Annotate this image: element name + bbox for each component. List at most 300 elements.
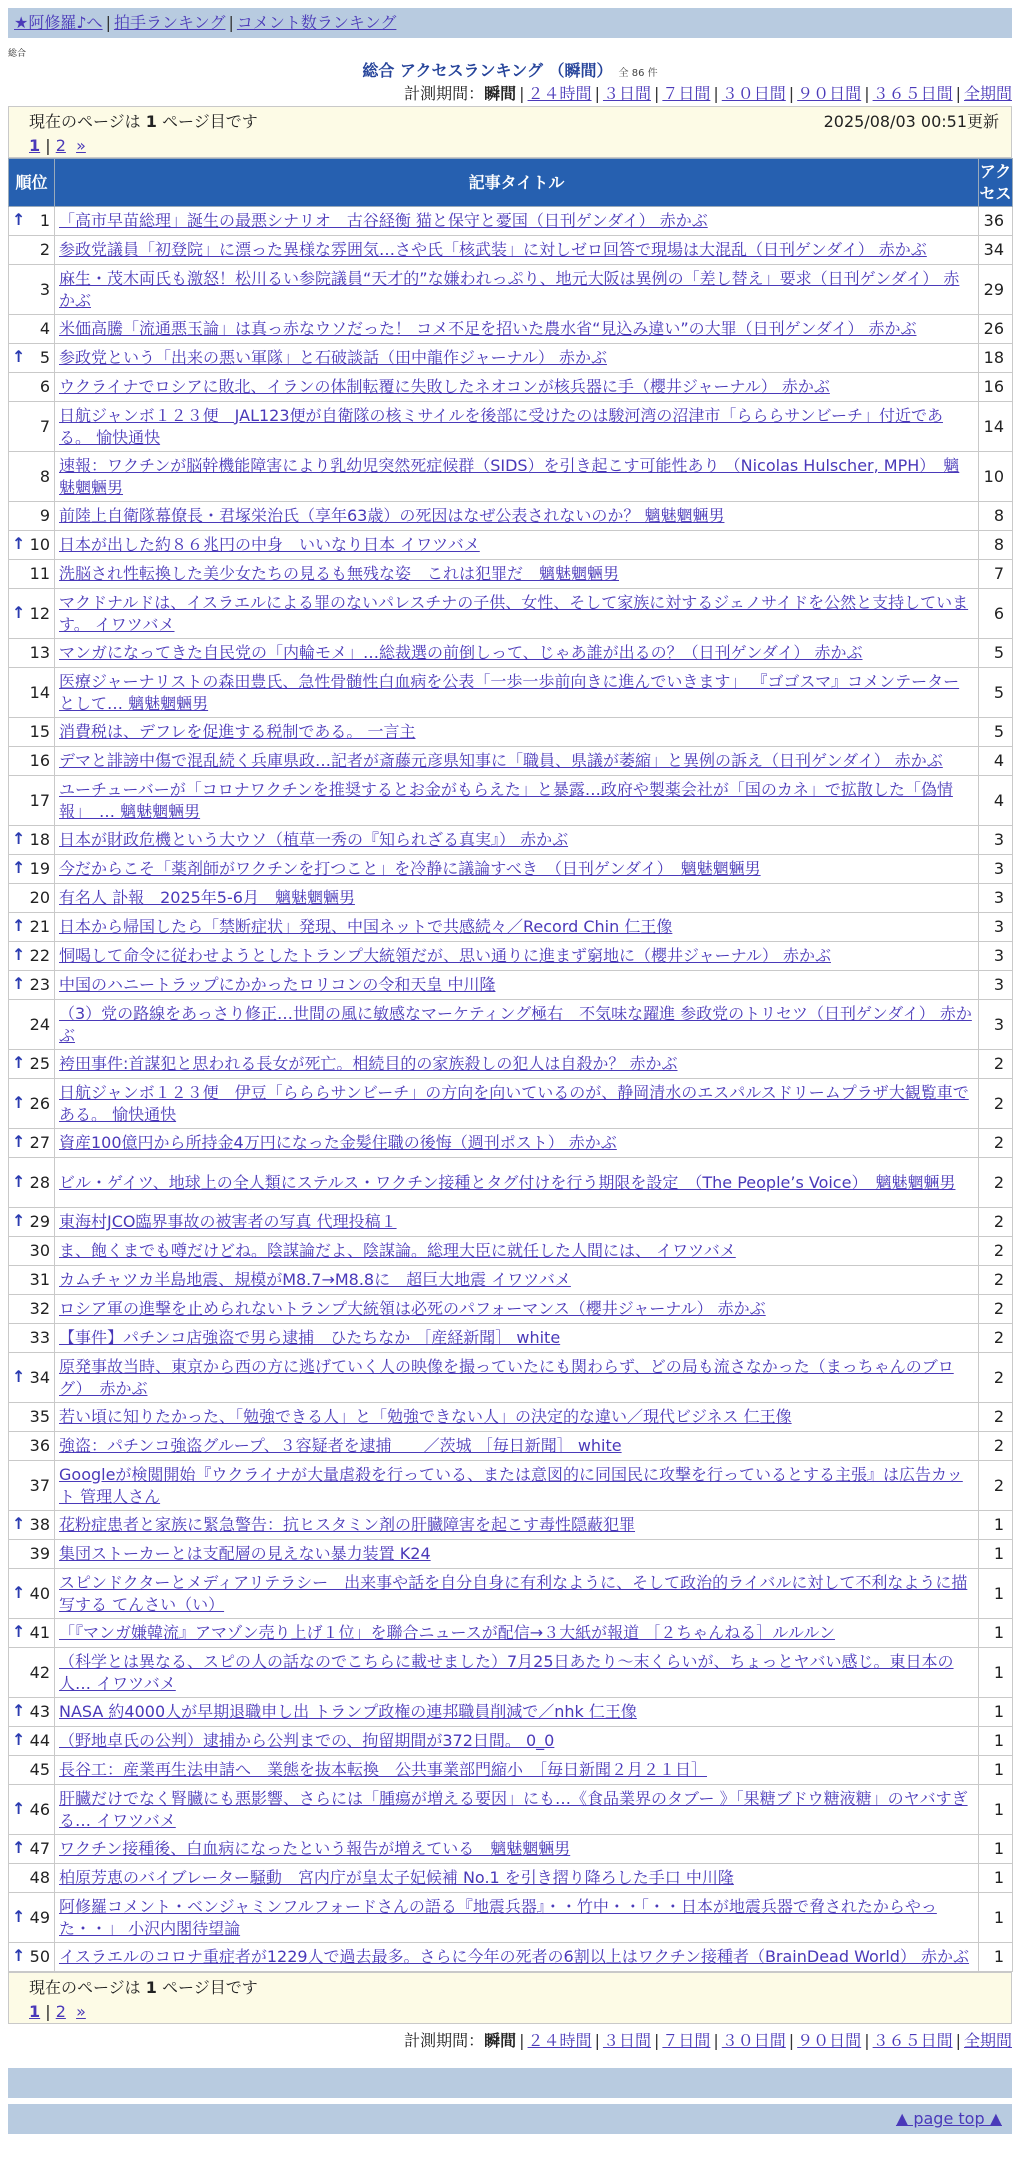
title-cell: [55, 344, 979, 373]
page-link-1[interactable]: 1: [29, 136, 41, 155]
table-row: [9, 1785, 1013, 1835]
rank-up-arrow-icon: ↑: [12, 1582, 26, 1602]
title-cell: [55, 747, 979, 776]
table-row: [9, 776, 1013, 826]
period-separator: |: [519, 84, 525, 103]
table-row: [9, 373, 1013, 402]
article-link[interactable]: 袴田事件:首謀犯と思われる長女が死亡。相続目的の家族殺しの犯人は自殺か？ 赤かぶ: [59, 1054, 678, 1073]
period-separator: |: [864, 84, 870, 103]
rank-cell: [9, 747, 55, 776]
access-count: 36: [979, 207, 1013, 236]
rank-cell: [9, 1295, 55, 1324]
clap-ranking-link[interactable]: 拍手ランキング: [113, 13, 226, 32]
rank-number: 47: [29, 1839, 50, 1858]
table-row: [9, 1893, 1013, 1943]
rank-cell: [9, 265, 55, 315]
table-row: [9, 236, 1013, 265]
page-link-1-bottom[interactable]: 1: [29, 2002, 41, 2021]
title-cell: [55, 502, 979, 531]
table-row: [9, 1050, 1013, 1079]
rank-cell: [9, 1432, 55, 1461]
title-cell: [55, 855, 979, 884]
rank-number: 5: [39, 348, 50, 367]
column-header-title: 記事タイトル: [55, 159, 979, 207]
rank-number: 3: [39, 279, 50, 299]
rank-number: 11: [29, 564, 50, 583]
access-count: 3: [979, 826, 1013, 855]
access-count: 3: [979, 1000, 1013, 1050]
article-link[interactable]: ユーチューバーが「コロナワクチンを推奨するとお金がもらえた」と暴露…政府や製薬会社が「国のカネ」で拡散した「偽情報」 … 魑魅魍魎男: [59, 779, 953, 821]
table-row: [9, 560, 1013, 589]
title-cell: [55, 1461, 979, 1511]
article-link[interactable]: ウクライナでロシアに敗北、イランの体制転覆に失敗したネオコンが核兵器に手（櫻井ジャーナル） 赤かぶ: [59, 377, 830, 396]
rank-up-arrow-icon: ↑: [12, 1366, 26, 1386]
rank-number: 21: [29, 917, 50, 936]
period-link-5[interactable]: ９０日間: [797, 84, 862, 103]
period-separator: |: [653, 84, 660, 103]
rank-cell: [9, 826, 55, 855]
rank-up-arrow-icon: ↑: [12, 1131, 26, 1151]
rank-up-arrow-icon: ↑: [12, 1906, 26, 1926]
table-row: [9, 747, 1013, 776]
rank-number: 49: [29, 1907, 50, 1927]
column-header-rank: 順位: [9, 159, 55, 207]
article-link[interactable]: Googleが検閲開始『ウクライナが大量虐殺を行っている、または意図的に同国民に攻撃を行っているとする主張』は広告カット 管理人さん: [59, 1464, 963, 1506]
period-current: 瞬間: [484, 2031, 517, 2050]
title-cell: [55, 884, 979, 913]
article-link[interactable]: 米価高騰「流通悪玉論」は真っ赤なウソだった！ コメ不足を招いた農水省“見込み違い”の大罪（日刊ゲンダイ） 赤かぶ: [59, 319, 917, 338]
rank-number: 45: [29, 1760, 50, 1779]
next-page-link[interactable]: »: [76, 136, 86, 155]
access-count: 1: [979, 1893, 1013, 1943]
article-link[interactable]: 「『マンガ嫌韓流』アマゾン売り上げ１位」を聯合ニュースが配信→３大紙が報道 ［２ちゃんねる］ルルルン: [59, 1623, 836, 1642]
period-separator: |: [788, 2031, 795, 2050]
rank-number: 48: [29, 1868, 50, 1887]
rank-up-arrow-icon: ↑: [12, 1052, 26, 1072]
category-label: 総合: [8, 49, 27, 59]
title-cell: [55, 1864, 979, 1893]
period-link-6-bottom[interactable]: ３６５日間: [872, 2031, 953, 2050]
title-cell: [55, 402, 979, 452]
access-count: 3: [979, 855, 1013, 884]
access-count: 6: [979, 589, 1013, 639]
access-count: 1: [979, 1648, 1013, 1698]
period-link-6[interactable]: ３６５日間: [872, 84, 953, 103]
article-link[interactable]: 日航ジャンボ１２３便 JAL123便が自衛隊の核ミサイルを後部に受けたのは駿河湾の沼津市「らららサンビーチ」付近である。 愉快通快: [59, 405, 943, 447]
article-link[interactable]: 有名人 訃報 2025年5-6月 魑魅魍魎男: [59, 888, 355, 907]
title-cell: [55, 531, 979, 560]
access-count: 1: [979, 1698, 1013, 1727]
title-cell: [55, 1237, 979, 1266]
rank-cell: [9, 1569, 55, 1619]
rank-up-arrow-icon: ↑: [12, 1513, 26, 1533]
access-count: 5: [979, 668, 1013, 718]
page-title: [8, 60, 1012, 82]
rank-up-arrow-icon: ↑: [12, 533, 26, 553]
rank-cell: [9, 315, 55, 344]
table-row: [9, 1158, 1013, 1208]
title-cell: [55, 1756, 979, 1785]
article-link[interactable]: スピンドクターとメディアリテラシー 出来事や話を自分自身に有利なように、そして政治的ライバルに対して不利なように描写する てんさい（い）: [59, 1572, 968, 1614]
period-separator: |: [713, 84, 719, 103]
access-count: 2: [979, 1403, 1013, 1432]
access-count: 3: [979, 971, 1013, 1000]
rank-number: 33: [29, 1328, 50, 1347]
article-link[interactable]: マンガになってきた自民党の「内輪モメ」…総裁選の前倒しって、じゃあ誰が出るの？（日刊ゲンダイ） 赤かぶ: [59, 643, 863, 662]
article-link[interactable]: 恫喝して命令に従わせようとしたトランプ大統領だが、思い通りに進まず窮地に（櫻井ジャーナル） 赤かぶ: [59, 946, 831, 965]
article-link[interactable]: 日航ジャンボ１２３便 伊豆「らららサンビーチ」の方向を向いているのが、静岡清水のエスパルスドリームプラザ大観覧車である。 愉快通快: [59, 1082, 969, 1124]
title-cell: [55, 1540, 979, 1569]
rank-cell: [9, 1353, 55, 1403]
access-count: 2: [979, 1432, 1013, 1461]
rank-cell: [9, 855, 55, 884]
access-count: 2: [979, 1129, 1013, 1158]
rank-cell: [9, 971, 55, 1000]
page-link-2[interactable]: 2: [55, 136, 66, 155]
rank-number: 42: [29, 1662, 50, 1682]
period-selector-bottom: [8, 2026, 1012, 2056]
access-count: 1: [979, 1864, 1013, 1893]
article-link[interactable]: イスラエルのコロナ重症者が1229人で過去最多。さらに今年の死者の6割以上はワクチン接種者（BrainDead World） 赤かぶ: [59, 1947, 970, 1966]
table-row: [9, 668, 1013, 718]
page-top-link[interactable]: ▲ page top ▲: [895, 2109, 1002, 2128]
article-link[interactable]: マクドナルドは、イスラエルによる罪のないパレスチナの子供、女性、そして家族に対するジェノサイドを公然と支持しています。 イワツバメ: [59, 592, 969, 634]
period-separator: |: [519, 2031, 525, 2050]
rank-cell: [9, 236, 55, 265]
rank-cell: [9, 1461, 55, 1511]
rank-number: 35: [29, 1407, 50, 1426]
article-link[interactable]: ワクチン接種後、白血病になったという報告が増えている 魑魅魍魎男: [59, 1839, 571, 1858]
table-row: [9, 1698, 1013, 1727]
article-link[interactable]: 柏原芳恵のバイブレーター騒動 宮内庁が皇太子妃候補 No.1 を引き摺り降ろした手口 中川隆: [59, 1868, 734, 1887]
article-link[interactable]: 肝臓だけでなく腎臓にも悪影響、さらには「腫瘍が増える要因」にも…《食品業界のタブー 》「果糖ブドウ糖液糖」のヤバすぎる… イワツバメ: [59, 1788, 968, 1830]
table-row: [9, 402, 1013, 452]
table-row: [9, 1353, 1013, 1403]
article-link[interactable]: （野地卓氏の公判）逮捕から公判までの、拘留期間が372日間。 0_0: [59, 1731, 555, 1750]
article-link[interactable]: 消費税は、デフレを促進する税制である。 一言主: [59, 722, 416, 741]
rank-up-arrow-icon: ↑: [12, 1171, 26, 1191]
access-count: 1: [979, 1943, 1013, 1972]
article-link[interactable]: 日本が出した約８６兆円の中身 いいなり日本 イワツバメ: [59, 535, 480, 554]
rank-cell: [9, 589, 55, 639]
table-row: [9, 344, 1013, 373]
access-count: 1: [979, 1835, 1013, 1864]
rank-up-arrow-icon: ↑: [12, 602, 26, 622]
table-row: [9, 265, 1013, 315]
ranking-rows: [9, 207, 1013, 1972]
table-row: [9, 1461, 1013, 1511]
article-link[interactable]: 参政党という「出来の悪い軍隊」と石破談話（田中龍作ジャーナル） 赤かぶ: [59, 348, 607, 367]
title-cell: [55, 1000, 979, 1050]
access-count: 1: [979, 1727, 1013, 1756]
rank-up-arrow-icon: ↑: [12, 1798, 26, 1818]
rank-number: 31: [29, 1270, 50, 1289]
rank-number: 32: [29, 1299, 50, 1318]
rank-up-arrow-icon: ↑: [12, 1837, 26, 1857]
rank-number: 19: [29, 859, 50, 878]
rank-number: 12: [29, 603, 50, 623]
nav-separator: |: [228, 13, 234, 32]
rank-number: 22: [29, 946, 50, 965]
period-separator: |: [653, 2031, 660, 2050]
comment-ranking-link[interactable]: コメント数ランキング: [236, 13, 397, 32]
rank-number: 16: [29, 751, 50, 770]
article-link[interactable]: 中国のハニートラップにかかったロリコンの令和天皇 中川隆: [59, 975, 496, 994]
rank-up-arrow-icon: ↑: [12, 209, 26, 229]
period-link-3[interactable]: ７日間: [662, 84, 711, 103]
rank-cell: [9, 1511, 55, 1540]
period-separator: |: [713, 2031, 719, 2050]
rank-cell: [9, 1619, 55, 1648]
table-row: [9, 1835, 1013, 1864]
period-link-4-bottom[interactable]: ３０日間: [721, 2031, 786, 2050]
table-row: [9, 971, 1013, 1000]
rank-cell: [9, 668, 55, 718]
article-link[interactable]: 若い頃に知りたかった、「勉強できる人」と「勉強できない人」の決定的な違い／現代ビジネス 仁王像: [59, 1407, 792, 1426]
access-count: 26: [979, 315, 1013, 344]
article-link[interactable]: 強盗：パチンコ強盗グループ、３容疑者を逮捕 ／茨城 ［毎日新聞］ white: [59, 1436, 622, 1455]
rank-number: 7: [39, 416, 50, 436]
table-row: [9, 718, 1013, 747]
next-page-link-bottom[interactable]: »: [76, 2002, 86, 2021]
rank-number: 2: [39, 240, 50, 259]
title-cell: [55, 1324, 979, 1353]
article-link[interactable]: ロシア軍の進撃を止められないトランプ大統領は必死のパフォーマンス（櫻井ジャーナル） 赤かぶ: [59, 1299, 766, 1318]
rank-cell: [9, 1785, 55, 1835]
article-link[interactable]: 阿修羅コメント・ベンジャミンフルフォードさんの語る『地震兵器』・・竹中・・「・・日本が地震兵器で脅されたからやった・・」 小沢内閣待望論: [59, 1896, 937, 1938]
access-count: 2: [979, 1353, 1013, 1403]
access-count: 2: [979, 1237, 1013, 1266]
article-link[interactable]: 【事件】パチンコ店強盗で男ら逮捕 ひたちなか ［産経新聞］ white: [59, 1328, 561, 1347]
article-link[interactable]: ビル・ゲイツ、地球上の全人類にステルス・ワクチン接種とタグ付けを行う期限を設定 （The People’s Voice） 魑魅魍魎男: [59, 1172, 956, 1192]
rank-up-arrow-icon: ↑: [12, 1729, 26, 1749]
title-cell: [55, 1648, 979, 1698]
access-count: 29: [979, 265, 1013, 315]
rank-number: 14: [29, 682, 50, 702]
period-label: 計測期間：: [404, 84, 485, 103]
article-link[interactable]: 前陸上自衛隊幕僚長・君塚栄治氏（享年63歳）の死因はなぜ公表されないのか？ 魑魅魍魎男: [59, 506, 725, 525]
access-count: 8: [979, 502, 1013, 531]
rank-cell: [9, 1266, 55, 1295]
period-link-7-bottom[interactable]: 全期間: [963, 2031, 1012, 2050]
title-cell: [55, 1785, 979, 1835]
period-link-2-bottom[interactable]: ３日間: [602, 2031, 651, 2050]
article-link[interactable]: 医療ジャーナリストの森田豊氏、急性骨髄性白血病を公表「一歩一歩前向きに進んでいきます」 『ゴゴスマ』コメンテーターとして… 魑魅魍魎男: [59, 671, 960, 713]
rank-cell: [9, 1648, 55, 1698]
title-cell: [55, 668, 979, 718]
article-link[interactable]: 日本が財政危機という大ウソ（植草一秀の『知られざる真実』） 赤かぶ: [59, 830, 569, 849]
table-row: [9, 639, 1013, 668]
table-row: [9, 531, 1013, 560]
footer-bar: [8, 2068, 1012, 2098]
title-cell: [55, 639, 979, 668]
rank-number: 30: [29, 1241, 50, 1260]
article-link[interactable]: 洗脳され性転換した美少女たちの見るも無残な姿 これは犯罪だ 魑魅魍魎男: [59, 564, 620, 583]
table-row: [9, 1648, 1013, 1698]
table-row: [9, 1000, 1013, 1050]
article-link[interactable]: カムチャツカ半島地震、規模がM8.7→M8.8に 超巨大地震 イワツバメ: [59, 1270, 571, 1289]
rank-number: 46: [29, 1799, 50, 1819]
rank-number: 20: [29, 888, 50, 907]
rank-up-arrow-icon: ↑: [12, 857, 26, 877]
rank-up-arrow-icon: ↑: [12, 1210, 26, 1230]
table-row: [9, 1569, 1013, 1619]
rank-cell: [9, 1540, 55, 1569]
rank-cell: [9, 639, 55, 668]
rank-number: 40: [29, 1583, 50, 1603]
access-count: 2: [979, 1461, 1013, 1511]
rank-number: 6: [39, 377, 50, 396]
ranking-table: [8, 158, 1013, 1972]
access-count: 2: [979, 1079, 1013, 1129]
access-count: 34: [979, 236, 1013, 265]
page-title-text: 総合 アクセスランキング （瞬間）: [362, 61, 613, 80]
access-count: 1: [979, 1569, 1013, 1619]
period-separator: |: [594, 2031, 600, 2050]
article-link[interactable]: 東海村JCO臨界事故の被害者の写真 代理投稿１: [59, 1212, 397, 1231]
table-row: [9, 855, 1013, 884]
period-link-5-bottom[interactable]: ９０日間: [797, 2031, 862, 2050]
article-link[interactable]: 日本から帰国したら「禁断症状」発現、中国ネットで共感続々／Record Chin 仁王像: [59, 917, 673, 936]
rank-number: 27: [29, 1133, 50, 1152]
rank-cell: [9, 373, 55, 402]
article-link[interactable]: （科学とは異なる、スピの人の話なのでこちらに載せました）7月25日あたり～末くらいが、ちょっとヤバい感じ。東日本の人… イワツバメ: [59, 1651, 954, 1693]
page-link-2-bottom[interactable]: 2: [55, 2002, 66, 2021]
table-row: [9, 1540, 1013, 1569]
title-cell: [55, 373, 979, 402]
table-row: [9, 1727, 1013, 1756]
period-separator: |: [955, 2031, 961, 2050]
pager-top: [8, 106, 1012, 158]
rank-cell: [9, 1943, 55, 1972]
rank-cell: [9, 560, 55, 589]
table-row: [9, 1756, 1013, 1785]
article-link[interactable]: 資産100億円から所持金4万円になった金髪住職の後悔（週刊ポスト） 赤かぶ: [59, 1133, 617, 1152]
article-link[interactable]: 集団ストーカーとは支配層の見えない暴力装置 K24: [59, 1544, 431, 1563]
rank-cell: [9, 502, 55, 531]
title-cell: [55, 1432, 979, 1461]
page-links-bottom: 1 | 2 »: [29, 2002, 86, 2021]
rank-number: 23: [29, 975, 50, 994]
title-cell: [55, 1266, 979, 1295]
article-link[interactable]: ま、飽くまでも噂だけどね。陰謀論だよ、陰謀論。総理大臣に就任した人間には、 イワツバメ: [59, 1241, 736, 1260]
title-cell: [55, 971, 979, 1000]
article-link[interactable]: 麻生・茂木両氏も激怒！松川るい参院議員“天才的”な嫌われっぷり、地元大阪は異例の「差し替え」要求（日刊ゲンダイ） 赤かぶ: [59, 268, 960, 310]
title-cell: [55, 207, 979, 236]
rank-cell: [9, 884, 55, 913]
access-count: 5: [979, 639, 1013, 668]
access-count: 14: [979, 402, 1013, 452]
rank-up-arrow-icon: ↑: [12, 973, 26, 993]
period-separator: |: [594, 84, 600, 103]
article-link[interactable]: NASA 約4000人が早期退職申し出 トランプ政権の連邦職員削減で／nhk 仁王像: [59, 1702, 637, 1721]
article-link[interactable]: デマと誹謗中傷で混乱続く兵庫県政…記者が斎藤元彦県知事に「職員、県議が萎縮」と異例の訴え（日刊ゲンダイ） 赤かぶ: [59, 751, 943, 770]
table-row: [9, 913, 1013, 942]
period-link-1-bottom[interactable]: ２４時間: [527, 2031, 592, 2050]
rank-cell: [9, 1698, 55, 1727]
rank-number: 44: [29, 1731, 50, 1750]
title-cell: [55, 560, 979, 589]
table-row: [9, 1511, 1013, 1540]
rank-up-arrow-icon: ↑: [12, 828, 26, 848]
home-link[interactable]: ★阿修羅♪へ: [14, 13, 103, 32]
rank-number: 26: [29, 1093, 50, 1113]
access-count: 3: [979, 884, 1013, 913]
period-link-2[interactable]: ３日間: [602, 84, 651, 103]
rank-number: 15: [29, 722, 50, 741]
rank-cell: [9, 1403, 55, 1432]
article-link[interactable]: 原発事故当時、東京から西の方に逃げていく人の映像を撮っていたにも関わらず、どの局も流さなかった（まっちゃんのブログ） 赤かぶ: [59, 1356, 954, 1398]
table-row: [9, 452, 1013, 502]
article-link[interactable]: 速報：ワクチンが脳幹機能障害により乳幼児突然死症候群（SIDS）を引き起こす可能性あり （Nicolas Hulscher, MPH） 魑魅魍魎男: [59, 455, 960, 497]
access-count: 5: [979, 718, 1013, 747]
rank-number: 8: [39, 466, 50, 486]
period-selector-top: [8, 82, 1012, 106]
rank-cell: [9, 1727, 55, 1756]
access-count: 2: [979, 1208, 1013, 1237]
table-row: [9, 1943, 1013, 1972]
rank-number: 28: [29, 1172, 50, 1192]
article-link[interactable]: 長谷工：産業再生法申請へ 業態を抜本転換 公共事業部門縮小 ［毎日新聞２月２１日］: [59, 1760, 708, 1779]
rank-cell: [9, 1756, 55, 1785]
rank-cell: [9, 718, 55, 747]
period-link-1[interactable]: ２４時間: [527, 84, 592, 103]
access-count: 2: [979, 1295, 1013, 1324]
access-count: 1: [979, 1785, 1013, 1835]
table-row: [9, 1208, 1013, 1237]
page-top-bar: [8, 2104, 1012, 2134]
access-count: 3: [979, 942, 1013, 971]
article-link[interactable]: 「高市早苗総理」誕生の最悪シナリオ 古谷経衡 猫と保守と憂国（日刊ゲンダイ） 赤かぶ: [59, 211, 708, 230]
period-link-7[interactable]: 全期間: [963, 84, 1012, 103]
title-cell: [55, 1835, 979, 1864]
period-link-4[interactable]: ３０日間: [721, 84, 786, 103]
title-cell: [55, 1698, 979, 1727]
rank-number: 1: [39, 211, 50, 230]
title-cell: [55, 1893, 979, 1943]
table-row: [9, 207, 1013, 236]
rank-number: 38: [29, 1515, 50, 1534]
rank-cell: [9, 1208, 55, 1237]
article-link[interactable]: 今だからこそ「薬剤師がワクチンを打つこと」を冷静に議論すべき （日刊ゲンダイ） 魑魅魍魎男: [59, 859, 761, 878]
pager-bottom: [8, 1972, 1012, 2024]
period-link-3-bottom[interactable]: ７日間: [662, 2031, 711, 2050]
table-row: [9, 1295, 1013, 1324]
table-row: [9, 1129, 1013, 1158]
current-page-text-bottom: 現在のページは 1 ページ目です: [29, 1978, 258, 1997]
updated-timestamp: 2025/08/03 00:51更新: [823, 112, 999, 131]
access-count: 2: [979, 1158, 1013, 1208]
access-count: 16: [979, 373, 1013, 402]
article-link[interactable]: 参政党議員「初登院」に漂った異様な雰囲気…さや氏「核武装」に対しゼロ回答で現場は大混乱（日刊ゲンダイ） 赤かぶ: [59, 240, 927, 259]
rank-cell: [9, 1864, 55, 1893]
rank-up-arrow-icon: ↑: [12, 346, 26, 366]
title-cell: [55, 1208, 979, 1237]
article-link[interactable]: 花粉症患者と家族に緊急警告：抗ヒスタミン剤の肝臓障害を起こす毒性隠蔽犯罪: [59, 1515, 636, 1534]
rank-cell: [9, 913, 55, 942]
period-separator: |: [864, 2031, 870, 2050]
title-cell: [55, 236, 979, 265]
article-link[interactable]: （3）党の路線をあっさり修正…世間の風に敏感なマーケティング極右 不気味な躍進 参政党のトリセツ（日刊ゲンダイ） 赤かぶ: [59, 1003, 972, 1045]
rank-cell: [9, 402, 55, 452]
page-link-current: [29, 136, 40, 155]
rank-cell: [9, 531, 55, 560]
rank-number: 36: [29, 1436, 50, 1455]
rank-number: 24: [29, 1014, 50, 1034]
rank-cell: [9, 1079, 55, 1129]
rank-cell: [9, 1835, 55, 1864]
access-count: 2: [979, 1266, 1013, 1295]
